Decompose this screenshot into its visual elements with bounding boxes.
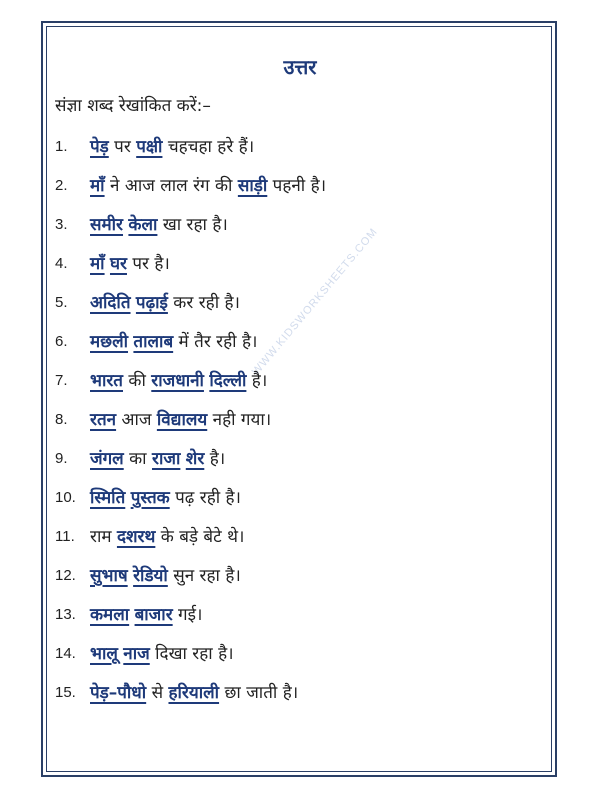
answer-sentence	[90, 442, 225, 476]
underlined-noun: पक्षी	[136, 137, 163, 157]
underlined-noun: राजधानी	[151, 371, 204, 391]
answer-sentence	[90, 325, 257, 359]
answer-sentence	[90, 208, 228, 242]
sentence-text: से	[146, 683, 169, 703]
underlined-noun: पुस्तक	[130, 488, 170, 508]
sentence-text: आज	[116, 410, 157, 430]
underlined-noun: जंगल	[90, 449, 124, 469]
underlined-noun: माँ	[90, 254, 105, 274]
answer-sentence	[90, 403, 271, 437]
answer-sentence	[90, 286, 240, 320]
sentence-text: ने आज लाल रंग की	[104, 176, 238, 196]
underlined-noun: घर	[109, 254, 127, 274]
watermark-text: WWW.KIDSWORKSHEETS.COM	[250, 225, 381, 378]
item-number: 15.	[55, 684, 76, 701]
answer-sentence	[90, 364, 267, 398]
item-number: 8.	[55, 411, 68, 428]
sentence-text: है।	[246, 371, 268, 391]
underlined-noun: केला	[128, 215, 158, 235]
sentence-text: सुन रहा है।	[167, 566, 241, 586]
underlined-noun: मछली	[90, 332, 129, 352]
sentence-text: पर	[108, 137, 137, 157]
sentence-text: पढ़ रही है।	[169, 488, 241, 508]
underlined-noun: भारत	[90, 371, 123, 391]
underlined-noun: स्मिति	[90, 488, 126, 508]
underlined-noun: सुभाष	[90, 566, 128, 586]
sentence-text: है।	[204, 449, 226, 469]
sentence-text: दिखा रहा है।	[149, 644, 234, 664]
item-number: 12.	[55, 567, 76, 584]
sentence-text: में तैर रही है।	[173, 332, 258, 352]
underlined-noun: पेड़	[90, 137, 109, 157]
underlined-noun: दशरथ	[116, 527, 156, 547]
underlined-noun: राजा	[152, 449, 181, 469]
underlined-noun: बाजार	[134, 605, 173, 625]
answer-sentence	[90, 481, 241, 515]
underlined-noun: हरियाली	[168, 683, 220, 703]
underlined-noun: अदिति	[90, 293, 131, 313]
item-number: 13.	[55, 606, 76, 623]
underlined-noun: साड़ी	[237, 176, 268, 196]
underlined-noun: शेर	[185, 449, 205, 469]
sentence-text: राम	[90, 527, 117, 547]
underlined-noun: रतन	[90, 410, 117, 430]
underlined-noun: समीर	[90, 215, 124, 235]
sentence-text: की	[123, 371, 152, 391]
sentence-text: चहचहा हरे हैं।	[162, 137, 255, 157]
underlined-noun: पेड़–पौधो	[90, 683, 147, 703]
sentence-text: पर है।	[126, 254, 170, 274]
item-number: 7.	[55, 372, 68, 389]
item-number: 5.	[55, 294, 68, 311]
answer-sentence	[90, 559, 241, 593]
item-number: 9.	[55, 450, 68, 467]
sentence-text: छा जाती है।	[219, 683, 299, 703]
answer-sentence	[90, 520, 244, 554]
item-number: 2.	[55, 177, 68, 194]
answer-sentence	[90, 598, 202, 632]
underlined-noun: दिल्ली	[209, 371, 247, 391]
answer-sentence	[90, 169, 326, 203]
underlined-noun: पढ़ाई	[135, 293, 168, 313]
sentence-text: गई।	[172, 605, 203, 625]
underlined-noun: विद्यालय	[156, 410, 208, 430]
item-number: 11.	[55, 528, 75, 545]
sentence-text: का	[123, 449, 152, 469]
instruction-text: संज्ञा शब्द रेखांकित करें:–	[55, 96, 211, 116]
underlined-noun: नाज	[123, 644, 150, 664]
item-number: 1.	[55, 138, 68, 155]
answer-sentence	[90, 637, 234, 671]
sentence-text: के बड़े बेटे थे।	[155, 527, 245, 547]
sentence-text: कर रही है।	[167, 293, 240, 313]
answer-sentence	[90, 247, 170, 281]
underlined-noun: भालू	[90, 644, 118, 664]
underlined-noun: तालाब	[133, 332, 174, 352]
sentence-text: पहनी है।	[267, 176, 327, 196]
item-number: 4.	[55, 255, 68, 272]
item-number: 6.	[55, 333, 68, 350]
answer-sentence	[90, 676, 298, 710]
underlined-noun: माँ	[90, 176, 105, 196]
item-number: 14.	[55, 645, 76, 662]
item-number: 10.	[55, 489, 76, 506]
sentence-text: नही गया।	[207, 410, 272, 430]
item-number: 3.	[55, 216, 68, 233]
answer-sentence	[90, 130, 254, 164]
underlined-noun: कमला	[90, 605, 130, 625]
underlined-noun: रेडियो	[133, 566, 168, 586]
sentence-text: खा रहा है।	[157, 215, 228, 235]
page-title: उत्तर	[283, 55, 317, 79]
